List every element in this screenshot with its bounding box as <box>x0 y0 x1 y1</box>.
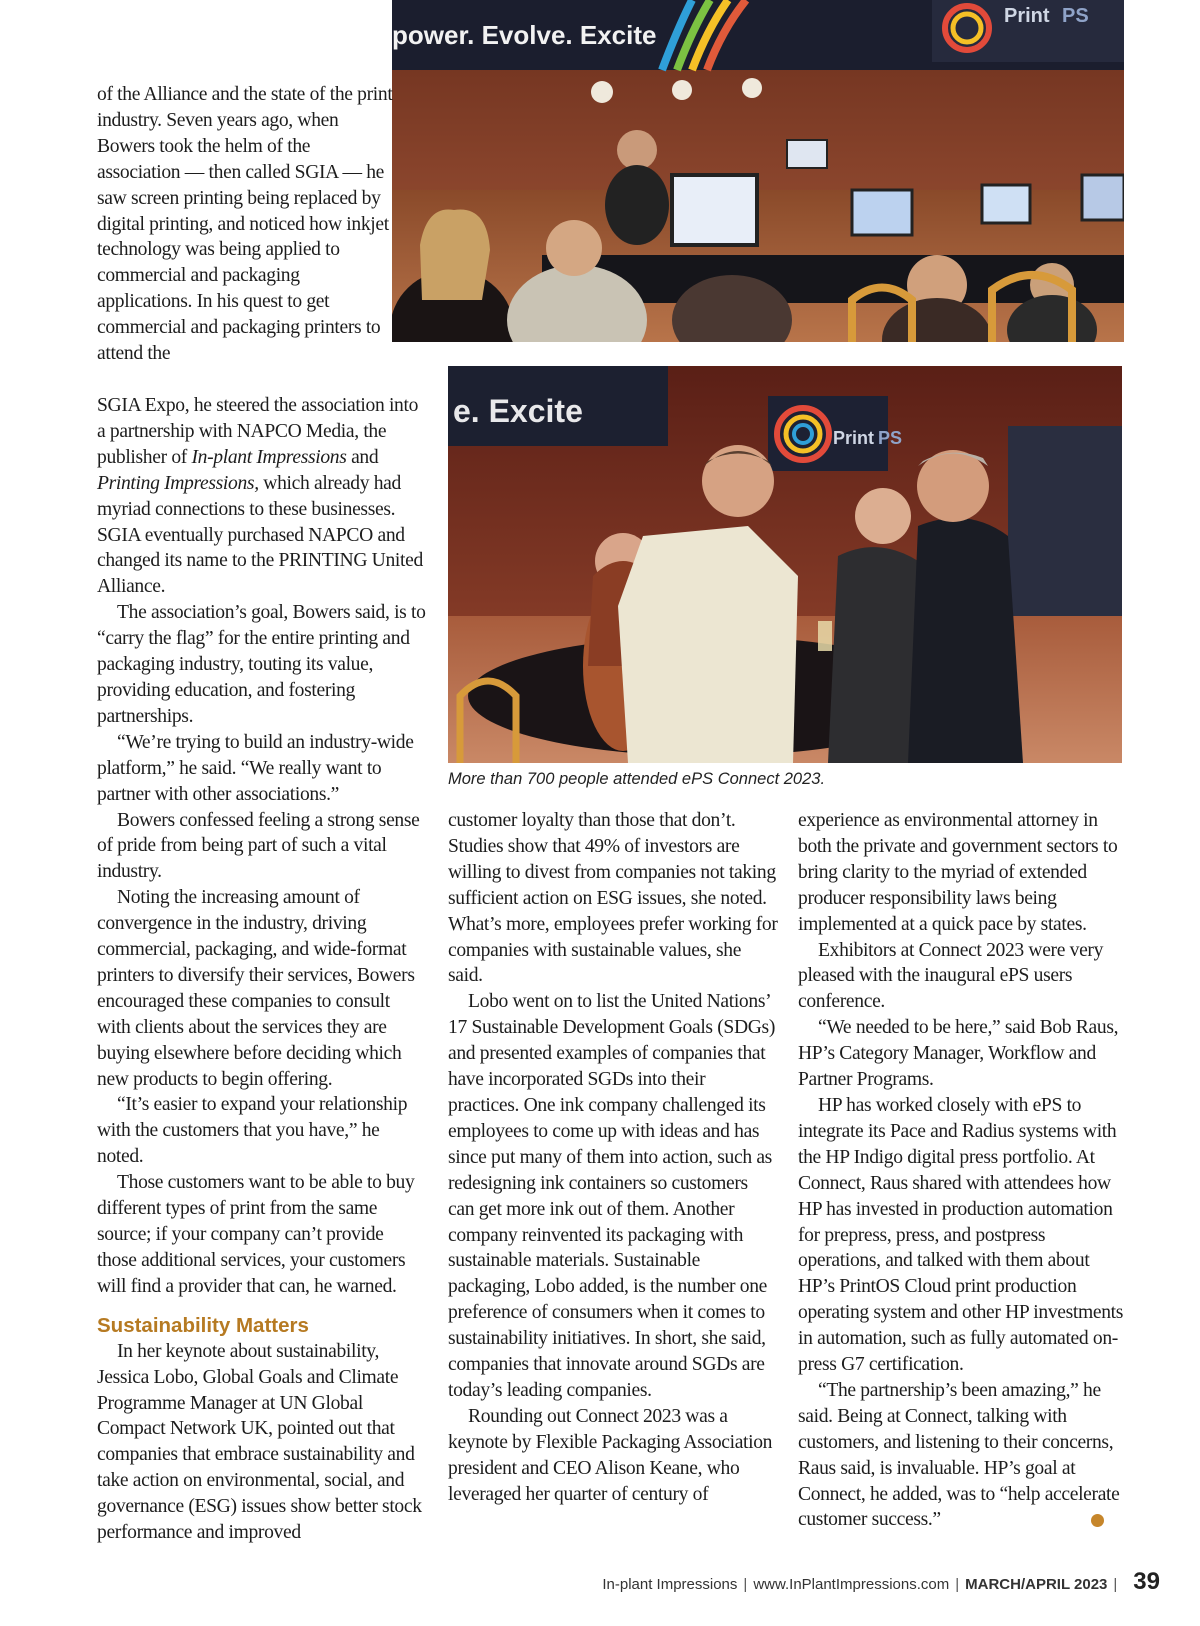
footer-publication: In-plant Impressions <box>602 1576 738 1593</box>
footer-issue: MARCH/APRIL 2023 <box>965 1576 1108 1593</box>
footer-separator: | <box>1113 1576 1118 1593</box>
paragraph: Exhibitors at Connect 2023 were very pleased with the inaugural ePS users conference. <box>798 939 1104 1013</box>
paragraph: HP has worked closely with ePS to integrate its Pace and Radius systems with the HP Indigo digital press portfolio. At Connect, Raus shared with attendees how HP has invested in production automation for prepress, press, and postpress operations, and talked with them about HP’s PrintOS Cloud print production operating system and other HP investments in automation, such as fully automated on-press G7 certification. <box>798 1094 1124 1376</box>
banner-text: power. Evolve. Excite <box>392 20 657 50</box>
print-logo-text: Print <box>1004 5 1050 27</box>
print-logo-text-2: Print <box>833 428 875 448</box>
column-1-lower <box>97 393 427 1546</box>
paragraph: In her keynote about sustainability, Jessica Lobo, Global Goals and Climate Programme Manager at UN Global Compact Network UK, pointed out that companies that embrace sustainability and take action on environmental, social, and governance (ESG) issues show better stock performance and improved <box>97 1340 422 1544</box>
column-3 <box>798 808 1128 1533</box>
section-heading: Sustainability Matters <box>97 1313 309 1337</box>
paragraph: Noting the increasing amount of convergence in the industry, driving commercial, packaging, and wide-format printers to diversify their services, Bowers encouraged these companies to consult with clients about the services they are buying elsewhere before deciding which new products to begin offering. <box>97 887 415 1090</box>
photo-conference-hall <box>392 0 1124 342</box>
paragraph: The association’s goal, Bowers said, is to “carry the flag” for the entire printing and packaging industry, touting its value, providing education, and fostering partnerships. <box>97 602 426 727</box>
print-logo-suffix-2: PS <box>878 428 903 448</box>
photo-caption: More than 700 people attended ePS Connect 2023. <box>448 770 826 788</box>
paragraph: experience as environmental attorney in both the private and government sectors to bring clarity to the myriad of extended producer responsibility laws being implemented at a quick pace by states. <box>798 810 1118 935</box>
paragraph: customer loyalty than those that don’t. Studies show that 49% of investors are willing to divest from companies not taking sufficient action on ESG issues, she noted. What’s more, employees prefer working for companies with sustainable values, she said. <box>448 810 778 987</box>
column-2 <box>448 808 778 1507</box>
footer-url[interactable]: www.InPlantImpressions.com <box>753 1576 950 1593</box>
photo-networking-attendees <box>448 366 1122 763</box>
paragraph: “We’re trying to build an industry-wide platform,” he said. “We really want to partner with other associations.” <box>97 731 414 805</box>
page-number: 39 <box>1133 1568 1160 1595</box>
paragraph: of the Alliance and the state of the print industry. Seven years ago, when Bowers took the helm of the association — then called SGIA — he saw screen printing being replaced by digital printing, and noticed how inkjet technology was being applied to commercial and packaging applications. In his quest to get commercial and packaging printers to attend the <box>97 84 393 365</box>
footer-separator: | <box>743 1576 748 1593</box>
footer-separator: | <box>955 1576 960 1593</box>
paragraph: “It’s easier to expand your relationship with the customers that you have,” he noted. <box>97 1094 408 1168</box>
paragraph: Those customers want to be able to buy different types of print from the same source; if your company can’t provide those additional services, your customers will find a provider that can, he warned. <box>97 1172 415 1297</box>
paragraph: Lobo went on to list the United Nations’ 17 Sustainable Development Goals (SDGs) and presented examples of companies that have incorporated SGDs into their practices. One ink company challenged its employees to come up with ideas and has since put many of them into action, such as redesigning ink containers so customers can get more ink out of them. Another company reinvented its packaging with sustainable materials. Sustainable packaging, Lobo added, is the number one preference of consumers when it comes to sustainability initiatives. In short, she said, companies that innovate around SGDs are today’s leading companies. <box>448 991 776 1401</box>
paragraph: Bowers confessed feeling a strong sense of pride from being part of such a vital industry. <box>97 809 420 883</box>
print-logo-suffix: PS <box>1062 5 1089 27</box>
paragraph: “We needed to be here,” said Bob Raus, HP’s Category Manager, Workflow and Partner Programs. <box>798 1017 1119 1091</box>
paragraph: SGIA Expo, he steered the association into a partnership with NAPCO Media, the publisher of In-plant Impressions and Printing Impressions, which already had myriad connections to these businesses. SGIA eventually purchased NAPCO and changed its name to the PRINTING United Alliance. <box>97 395 423 598</box>
publication-title: Printing Impressions, <box>97 472 259 494</box>
paragraph: Rounding out Connect 2023 was a keynote by Flexible Packaging Association president and CEO Alison Keane, who leveraged her quarter of century of <box>448 1405 773 1505</box>
paragraph: “The partnership’s been amazing,” he said. Being at Connect, talking with customers, and listening to their concerns, Raus said, is invaluable. HP’s goal at Connect, he added, was to “help accelerate customer success.” <box>798 1379 1120 1531</box>
publication-title: In-plant Impressions <box>191 446 347 468</box>
end-of-article-bullet-icon <box>1091 1514 1104 1527</box>
column-1-upper <box>97 82 393 367</box>
banner-text-2: e. Excite <box>453 393 583 429</box>
page-footer <box>602 1568 1160 1596</box>
